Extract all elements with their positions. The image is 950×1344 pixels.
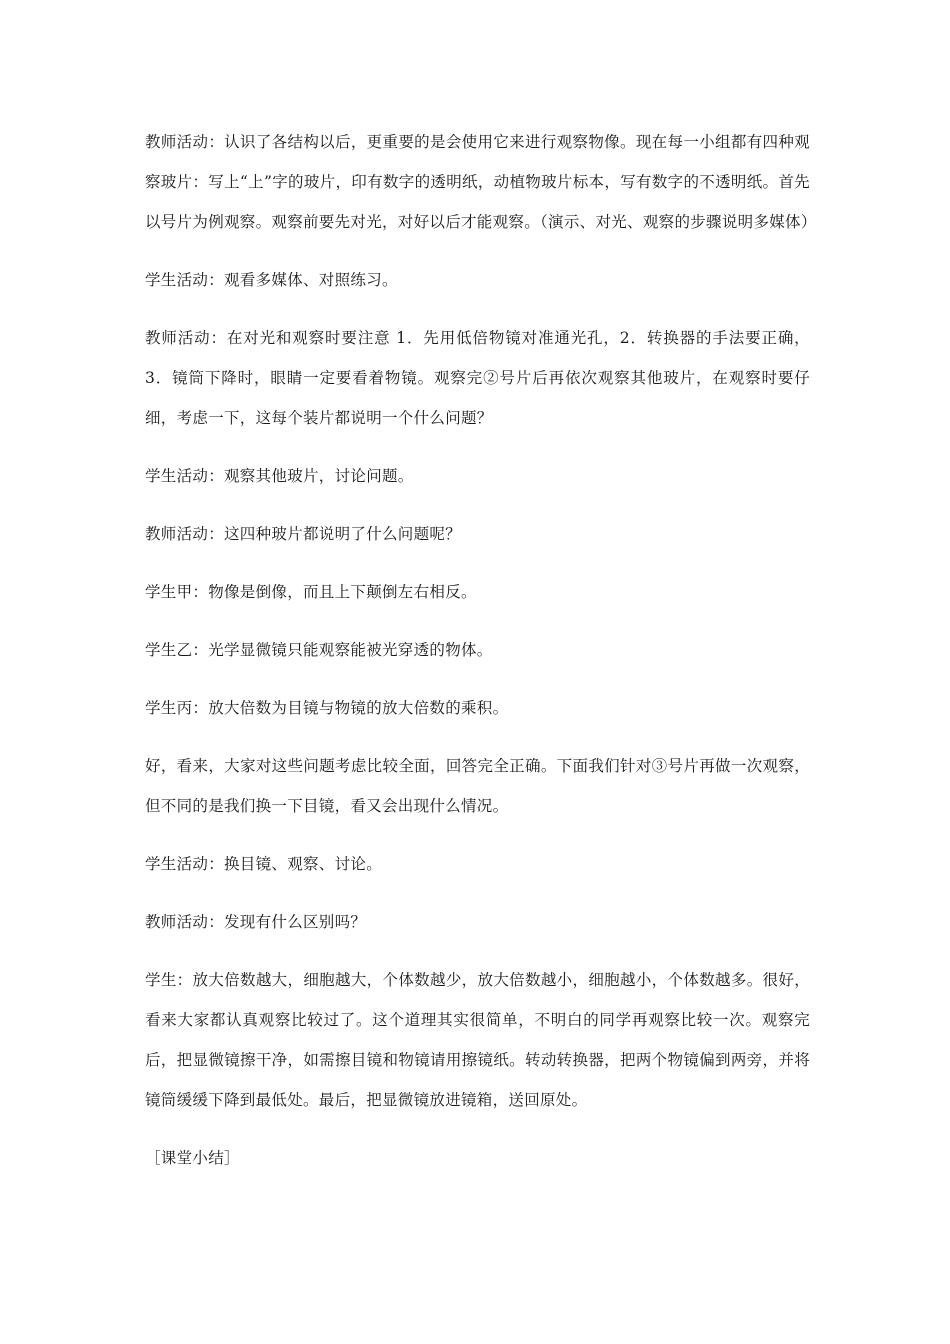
paragraph-teacher-difference: 教师活动：发现有什么区别吗？ [145, 913, 367, 931]
paragraph-student-watch: 学生活动：观看多媒体、对照练习。 [145, 271, 398, 289]
paragraph-student-c: 学生丙：放大倍数为目镜与物镜的放大倍数的乘积。 [145, 699, 509, 717]
document-page [145, 122, 817, 1178]
paragraph-teacher-question: 教师活动：这四种玻片都说明了什么问题呢？ [145, 525, 462, 543]
paragraph-student-conclusion: 学生：放大倍数越大，细胞越大，个体数越少，放大倍数越小，细胞越小，个体数越多。很好，看来大家都认真观察比较过了。这个道理其实很简单，不明白的同学再观察比较一次。观察完后，把显微镜擦干净，如需擦目镜和物镜请用擦镜纸。转动转换器，把两个物镜偏到两旁，并将镜筒缓缓下降到最低处。最后，把显微镜放进镜箱，送回原处。 [145, 971, 810, 1109]
section-heading-summary: ［课堂小结］ [145, 1149, 240, 1167]
paragraph-student-b: 学生乙：光学显微镜只能观察能被光穿透的物体。 [145, 641, 493, 659]
paragraph-student-discuss: 学生活动：观察其他玻片，讨论问题。 [145, 467, 414, 485]
paragraph-student-a: 学生甲：物像是倒像，而且上下颠倒左右相反。 [145, 583, 477, 601]
paragraph-teacher-intro: 教师活动：认识了各结构以后，更重要的是会使用它来进行观察物像。现在每一小组都有四种观察玻片：写上“上”字的玻片，印有数字的透明纸，动植物玻片标本，写有数字的不透明纸。首先以号片为例观察。观察前要先对光，对好以后才能观察。（演示、对光、观察的步骤说明多媒体） [145, 133, 817, 231]
paragraph-teacher-notes: 教师活动：在对光和观察时要注意 1．先用低倍物镜对准通光孔，2．转换器的手法要正确，3．镜筒下降时，眼睛一定要看着物镜。观察完②号片后再依次观察其他玻片，在观察时要仔细，考虑一下，这每个装片都说明一个什么问题？ [145, 329, 810, 427]
paragraph-teacher-feedback: 好，看来，大家对这些问题考虑比较全面，回答完全正确。下面我们针对③号片再做一次观察，但不同的是我们换一下目镜，看又会出现什么情况。 [145, 757, 810, 815]
paragraph-student-eyepiece: 学生活动：换目镜、观察、讨论。 [145, 855, 383, 873]
